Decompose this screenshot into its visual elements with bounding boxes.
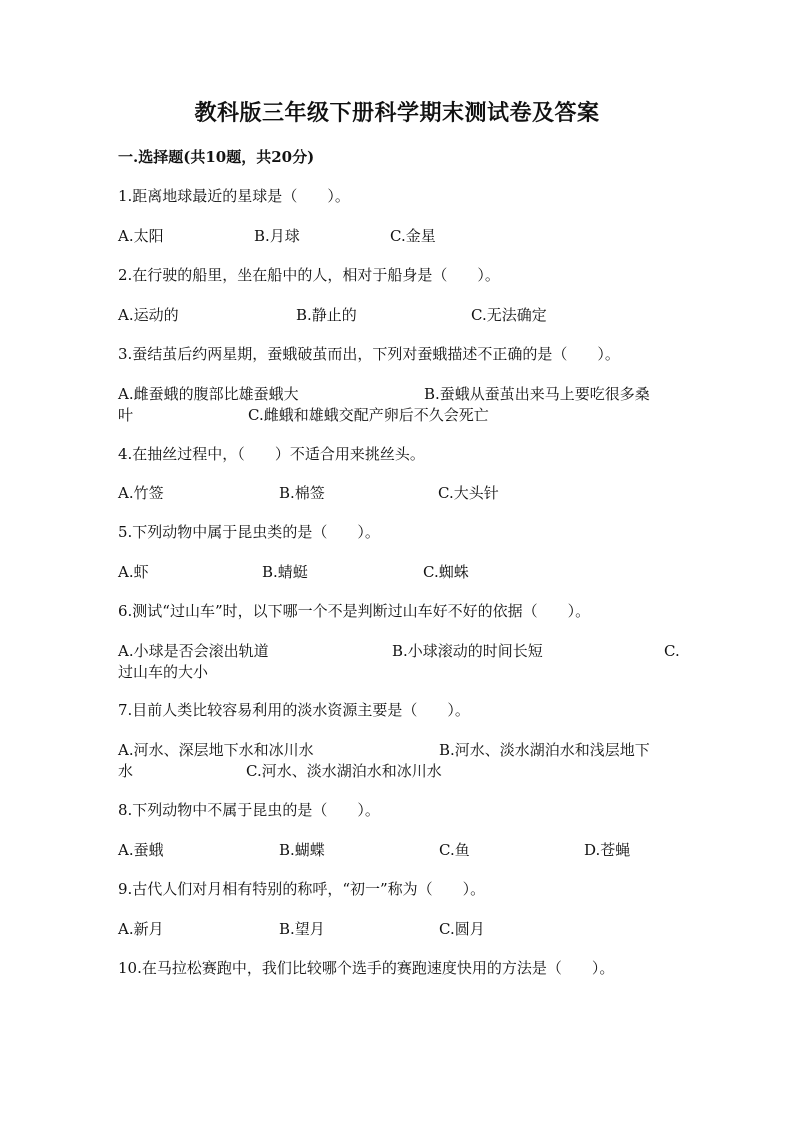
option-c: C.大头针 <box>438 484 499 502</box>
question-stem: 9.古代人们对月相有特别的称呼，“初一”称为（ ）。 <box>118 880 486 898</box>
question-4-options <box>118 483 678 504</box>
option-a: A.竹签 <box>118 484 164 502</box>
question-1-options <box>118 226 678 247</box>
page-title: 教科版三年级下册科学期末测试卷及答案 <box>194 100 600 126</box>
question-stem: 10.在马拉松赛跑中，我们比较哪个选手的赛跑速度快用的方法是（ ）。 <box>118 959 615 977</box>
question-8-options <box>118 840 678 861</box>
question-7 <box>118 700 678 721</box>
option-c: C. <box>664 642 680 660</box>
option-a: A.运动的 <box>118 306 179 324</box>
option-c: C.金星 <box>390 227 436 245</box>
question-stem: 4.在抽丝过程中，（ ）不适合用来挑丝头。 <box>118 445 425 463</box>
option-c: C.圆月 <box>439 920 485 938</box>
question-stem: 1.距离地球最近的星球是（ ）。 <box>118 187 350 205</box>
option-c: C.鱼 <box>439 841 470 859</box>
option-a: A.河水、深层地下水和冰川水 <box>118 741 314 759</box>
question-3-options <box>118 384 678 426</box>
question-6 <box>118 601 678 622</box>
option-b-continued: 水 <box>118 762 134 780</box>
question-9 <box>118 879 678 900</box>
option-b: B.棉签 <box>279 484 325 502</box>
option-b: B.小球滚动的时间长短 <box>392 642 543 660</box>
question-stem: 5.下列动物中属于昆虫类的是（ ）。 <box>118 523 380 541</box>
option-a: A.小球是否会滚出轨道 <box>118 642 269 660</box>
question-7-options <box>118 740 678 782</box>
question-8 <box>118 800 678 821</box>
question-5-options <box>118 562 678 583</box>
option-a: A.新月 <box>118 920 164 938</box>
question-4 <box>118 444 678 465</box>
option-a: A.虾 <box>118 563 149 581</box>
option-b: B.静止的 <box>296 306 357 324</box>
option-b: B.蜻蜓 <box>262 563 308 581</box>
question-1 <box>118 186 678 207</box>
option-b-continued: 叶 <box>118 406 134 424</box>
section-heading: 一.选择题(共10题，共20分) <box>118 148 315 166</box>
option-b: B.河水、淡水湖泊水和浅层地下 <box>439 741 650 759</box>
option-a: A.雌蚕蛾的腹部比雄蚕蛾大 <box>118 385 299 403</box>
option-b: B.望月 <box>279 920 325 938</box>
question-6-options <box>118 641 678 683</box>
option-c: C.无法确定 <box>471 306 547 324</box>
option-b: B.月球 <box>254 227 300 245</box>
question-5 <box>118 522 678 543</box>
option-b: B.蝴蝶 <box>279 841 325 859</box>
question-stem: 2.在行驶的船里，坐在船中的人，相对于船身是（ ）。 <box>118 266 500 284</box>
question-3 <box>118 344 678 365</box>
option-c: C.雌蛾和雄蛾交配产卵后不久会死亡 <box>248 406 489 424</box>
option-d: D.苍蝇 <box>584 841 631 859</box>
question-10 <box>118 958 678 979</box>
question-2-options <box>118 305 678 326</box>
question-stem: 6.测试“过山车”时，以下哪一个不是判断过山车好不好的依据（ ）。 <box>118 602 591 620</box>
option-b: B.蚕蛾从蚕茧出来马上要吃很多桑 <box>424 385 650 403</box>
option-c-continued: 过山车的大小 <box>118 663 209 681</box>
question-stem: 3.蚕结茧后约两星期，蚕蛾破茧而出，下列对蚕蛾描述不正确的是（ ）。 <box>118 345 620 363</box>
question-stem: 7.目前人类比较容易利用的淡水资源主要是（ ）。 <box>118 701 470 719</box>
option-c: C.河水、淡水湖泊水和冰川水 <box>246 762 442 780</box>
option-a: A.太阳 <box>118 227 164 245</box>
option-c: C.蜘蛛 <box>423 563 469 581</box>
option-a: A.蚕蛾 <box>118 841 164 859</box>
question-2 <box>118 265 678 286</box>
question-stem: 8.下列动物中不属于昆虫的是（ ）。 <box>118 801 380 819</box>
question-9-options <box>118 919 678 940</box>
